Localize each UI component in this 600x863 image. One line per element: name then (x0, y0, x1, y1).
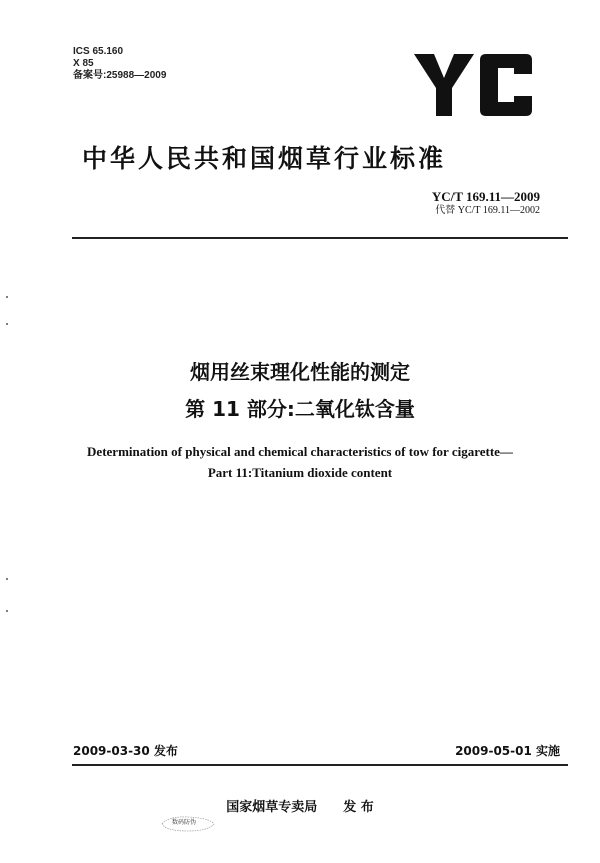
english-title-line-1: Determination of physical and chemical characteristics of tow for cigarette— (87, 444, 513, 459)
logo-letter-c (480, 54, 532, 116)
header-rule (72, 237, 568, 239)
footer-rule (72, 764, 568, 766)
record-number: 备案号:25988—2009 (73, 70, 167, 81)
issue-date: 2009-03-30 发布 (73, 744, 178, 758)
chinese-title-line-1: 烟用丝束理化性能的测定 (190, 360, 410, 384)
margin-mark (6, 610, 8, 612)
document-metadata (73, 46, 166, 82)
standard-number: YC/T 169.11—2009 (431, 189, 540, 204)
margin-mark (6, 323, 8, 325)
margin-mark (6, 296, 8, 298)
implementation-date: 2009-05-01 实施 (455, 744, 560, 758)
standard-number-block (432, 190, 540, 218)
chinese-title-line-2: 第 11 部分:二氧化钛含量 (185, 397, 415, 421)
issuing-body-title: 中华人民共和国烟草行业标准 (82, 144, 447, 173)
ics-code: ICS 65.160 (73, 46, 124, 57)
margin-mark (6, 578, 8, 580)
classification-code: X 85 (73, 58, 94, 69)
replaces-standard: 代替 YC/T 169.11—2002 (435, 205, 540, 216)
stamp-label: 数码防伪 (172, 819, 197, 826)
logo-letter-y (414, 54, 474, 116)
yc-logo (414, 54, 532, 116)
english-title-line-2: Part 11:Titanium dioxide content (207, 465, 393, 480)
publisher: 国家烟草专卖局 发 布 (226, 800, 374, 815)
